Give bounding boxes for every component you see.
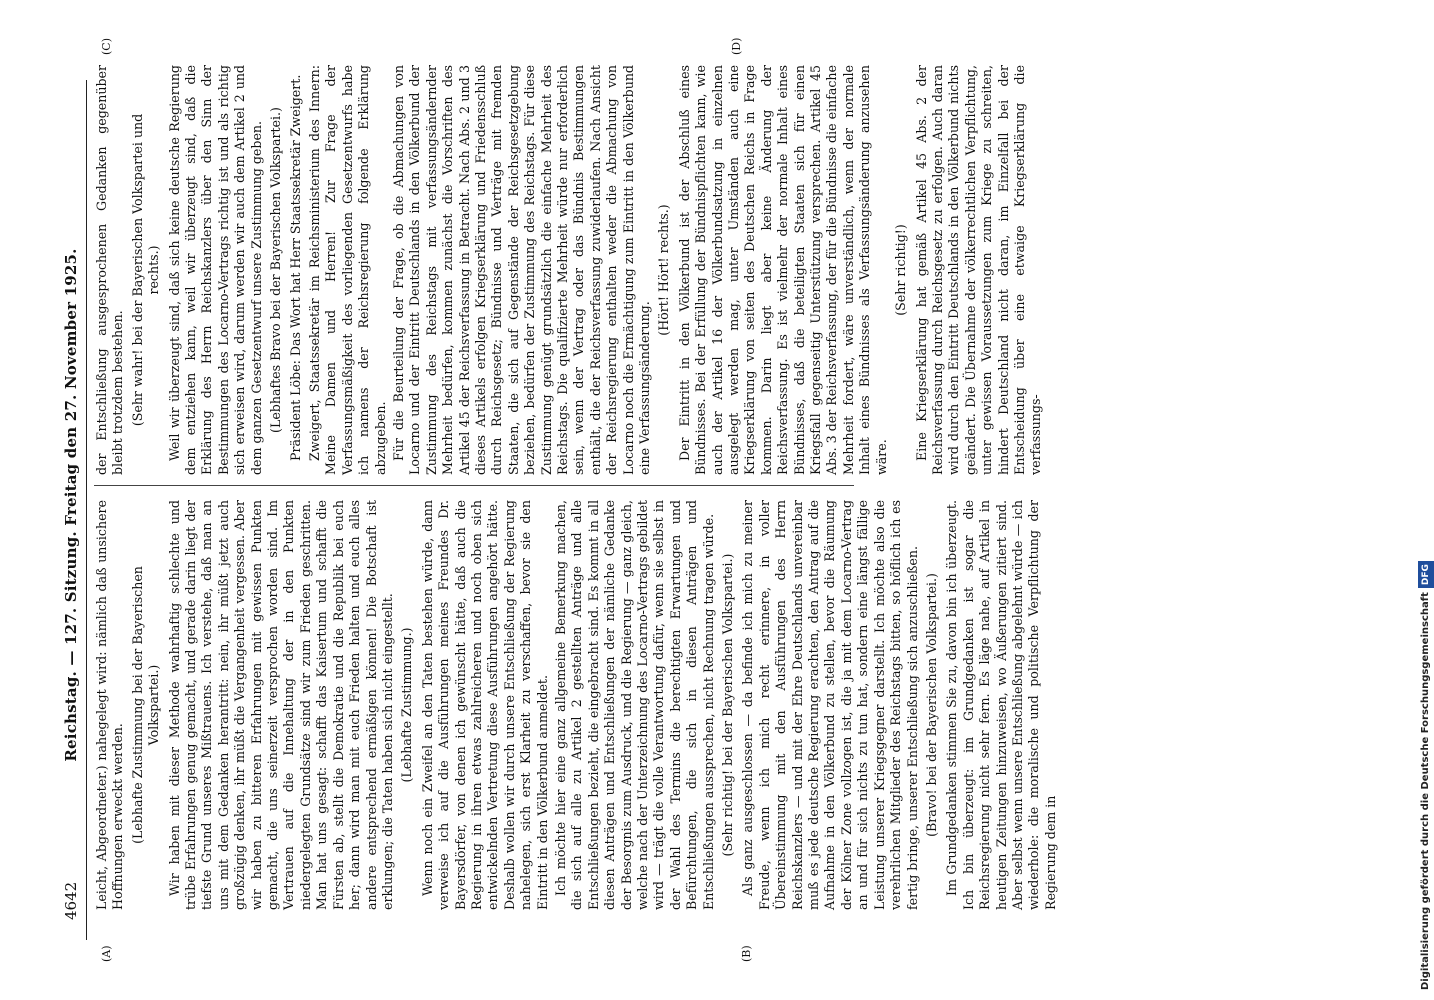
left-paragraph-1: Leicht, Abgeordneter.) nahegelegt wird: nämlich daß unsichere Hoffnungen erweckt werden. xyxy=(94,500,126,910)
left-interjection-2: (Lebhafte Zustimmung.) xyxy=(399,627,415,783)
right-paragraph-2: Weil wir überzeugt sind, daß sich keine deutsche Regierung dem entziehen kann, weil wir überzeugt sind, daß die Erklärung des Herrn Reichskanzlers über den Sinn der Bestimmungen des Locarno-Vertrags richtig ist und als richtig sich erweisen wird, darum werden wir auch dem Artikel 2 und dem ganzen Gesetzentwurf unsere Zustimmung geben. xyxy=(166,65,264,475)
margin-marker-a: (A) xyxy=(100,945,113,962)
right-column xyxy=(94,65,1047,475)
credit-text: Digitalisierung gefördert durch die Deutsche Forschungsgemeinschaft xyxy=(1420,592,1431,990)
right-paragraph-6: Der Eintritt in den Völkerbund ist der Abschluß eines Bündnisses. Bei der Erfüllung der Bündnispflichten kann, wie auch der Artikel 16 der Völkerbundsatzung in einzelnen ausgelegt werden mag, unter Umständen auch eine Kriegserklärung von seiten des Deutschen Reichs in Frage kommen. Darin liegt aber keine Änderung der Reichsverfassung. Es ist vielmehr der normale Inhalt eines Bündnisses, daß die beteiligten Staaten sich für einen Kriegsfall gegenseitig Unterstützung versprechen. Artikel 45 Abs. 3 der Reichsverfassung, der für die Bündnisse die einfache Mehrheit fordert, wäre unverständlich, wenn der normale Inhalt eines Bündnisses als Verfassungsänderung anzusehen wäre. xyxy=(676,65,889,475)
left-paragraph-2: Wir haben mit dieser Methode wahrhaftig schlechte und trübe Erfahrungen genug gemacht, und gerade darin liegt der tiefste Grund unseres Mißtrauens. Ich verstehe, daß man an uns mit dem Gedanken herantritt: nein, ihr müßt jetzt auch großzügig denken, ihr müßt die Vergangenheit vergessen. Aber wir haben zu bitteren Erfahrungen mit gewissen Punkten gemacht, die uns seinerzeit versprochen worden sind. Im Vertrauen auf die Innehaltung der in den Punkten niedergelegten Grundsätze sind wir zum Frieden geschritten. Man hat uns gesagt: schafft das Kaisertum und schafft die Fürsten ab, stellt die Demokratie und die Republik bei euch her; dann wird man mit euch Frieden halten und euch alles andere entsprechend ermäßigen können! Die Botschaft ist erklungen; die Taten haben sich nicht eingestellt. xyxy=(166,500,395,910)
page-number: 4642 xyxy=(62,881,80,920)
left-paragraph-4: Ich möchte hier eine ganz allgemeine Bemerkung machen, die sich auf alle zu Artikel 2 gestellten Anträge und alle Entschließungen bezieht, die eingebracht sind. Es kommt in all diesen Anträgen und Entschließungen der nämliche Gedanke der Besorgnis zum Ausdruck, und die Regierung — ganz gleich, welche nach der Unterzeichnung des Locarno-Vertrags gebildet wird — trägt die volle Verantwortung dafür, wenn sie selbst in der Wahl des Termins die berechtigten Erwartungen und Befürchtungen, die sich in diesen Anträgen und Entschließungen aussprechen, nicht Rechnung tragen würde. xyxy=(552,500,716,910)
right-interjection-2: (Lebhaftes Bravo bei der Bayerischen Volkspartei.) xyxy=(268,107,284,433)
digitization-credit xyxy=(1418,0,1434,1000)
left-paragraph-6: Im Grundgedanken stimmen Sie zu, davon bin ich überzeugt. Ich bin überzeugt: im Grundgedanken ist sogar die Reichsregierung nicht sehr fern. Es läge nahe, auf Artikel in heutigen Zeitungen hinzuweisen, wo Äußerungen zitiert sind. Aber selbst wenn unsere Entschließung abgelehnt würde — ich wiederhole: die moralische und politische Verpflichtung der Regierung dem in xyxy=(944,500,1058,910)
page-header xyxy=(62,50,86,960)
right-interjection-4: (Sehr richtig!) xyxy=(893,224,909,316)
right-paragraph-4: Zweigert, Staatssekretär im Reichsministerium des Innern: Meine Damen und Herren! Zur Frage der Verfassungsmäßigkeit des vorliegenden Gesetzentwurfs habe ich namens der Reichsregierung folgende Erklärung abzugeben. xyxy=(306,65,388,475)
margin-marker-b: (B) xyxy=(740,945,753,962)
credit-line xyxy=(1418,0,1434,990)
left-interjection-1: (Lebhafte Zustimmung bei der Bayerischen Volkspartei.) xyxy=(129,566,162,844)
header-rule xyxy=(86,80,87,940)
left-interjection-4: (Bravo! bei der Bayerischen Volkspartei.) xyxy=(923,573,939,837)
right-paragraph-7: Eine Kriegserklärung hat gemäß Artikel 45 Abs. 2 der Reichsverfassung durch Reichsgesetz zu erfolgen. Auch daran wird durch den Eintritt Deutschlands in den Völkerbund nichts geändert. Die Übernahme der völkerrechtlichen Verpflichtung, unter gewissen Voraussetzungen zum Kriege zu schreiten, hindert Deutschland nicht daran, im Einzelfall bei der Entscheidung über eine etwaige Kriegserklärung die verfassungs- xyxy=(913,65,1044,475)
right-paragraph-5: Für die Beurteilung der Frage, ob die Abmachungen von Locarno und der Eintritt Deutschlands in den Völkerbund der Zustimmung des Reichstags mit verfassungsändernder Mehrheit bedürfen, kommen zunächst die Vorschriften des Artikel 45 der Reichsverfassung in Betracht. Nach Abs. 2 und 3 dieses Artikels erfolgen Kriegserklärung und Friedensschluß durch Reichsgesetz; Bündnisse und Verträge mit fremden Staaten, die sich auf Gegenstände der Reichsgesetzgebung beziehen, bedürfen der Zustimmung des Reichstags. Für diese Zustimmung genügt grundsätzlich die einfache Mehrheit des Reichstags. Die qualifizierte Mehrheit würde nur erforderlich sein, wenn der Vertrag oder das Bündnis Bestimmungen enthält, die der Reichsverfassung zuwiderlaufen. Nach Ansicht der Reichsregierung enthalten weder die Abmachung von Locarno noch die Ermächtigung zum Eintritt in den Völkerbund eine Verfassungsänderung. xyxy=(390,65,652,475)
right-interjection-3: (Hört! Hört! rechts.) xyxy=(656,204,672,336)
right-paragraph-1: der Entschließung ausgesprochenen Gedanken gegenüber bleibt trotzdem bestehen. xyxy=(94,65,126,475)
margin-marker-c: (C) xyxy=(100,38,113,55)
column-divider xyxy=(94,485,854,486)
margin-marker-d: (D) xyxy=(730,37,743,55)
left-column xyxy=(94,500,1061,910)
right-interjection-1: (Sehr wahr! bei der Bayerischen Volkspartei und rechts.) xyxy=(129,113,162,427)
left-paragraph-5: Als ganz ausgeschlossen — da befinde ich mich zu meiner Freude, wenn ich mich recht erinnere, in voller Übereinstimmung mit den Ausführungen des Herrn Reichskanzlers — und mit der Ehre Deutschlands unvereinbar muß es jede deutsche Regierung erachten, den Antrag auf die Aufnahme in den Völkerbund zu stellen, bevor die Räumung der Kölner Zone vollzogen ist, die ja mit dem Locarno-Vertrag an und für sich nichts zu tun hat, sondern eine längst fällige Leistung unserer Kriegsgegner darstellt. Ich möchte also die verehrlichen Mitglieder des Reichstags bitten, so höflich ich es fertig bringe, unserer Entschließung sich anzuschließen. xyxy=(740,500,920,910)
dfg-logo: DFG xyxy=(1418,561,1434,588)
right-paragraph-3: Präsident Löbe: Das Wort hat Herr Staatssekretär Zweigert. xyxy=(288,74,304,461)
left-interjection-3: (Sehr richtig! bei der Bayerischen Volkspartei.) xyxy=(720,553,736,857)
left-paragraph-3: Wenn noch ein Zweifel an den Taten bestehen würde, dann verweise ich auf die Ausführungen meines Freundes Dr. Bayersdörfer, von denen ich gewünscht hätte, daß auch die Regierung in ihren etwas zahlreicheren und noch oben sich entwickelnden Vertretung diese Ausführungen angehört hätte. Deshalb wollen wir durch unsere Entschließung der Regierung nahelegen, sich erst Klarheit zu verschaffen, bevor sie den Eintritt in den Völkerbund anmeldet. xyxy=(419,500,550,910)
running-title: Reichstag. — 127. Sitzung. Freitag den 27. November 1925. xyxy=(62,248,80,762)
